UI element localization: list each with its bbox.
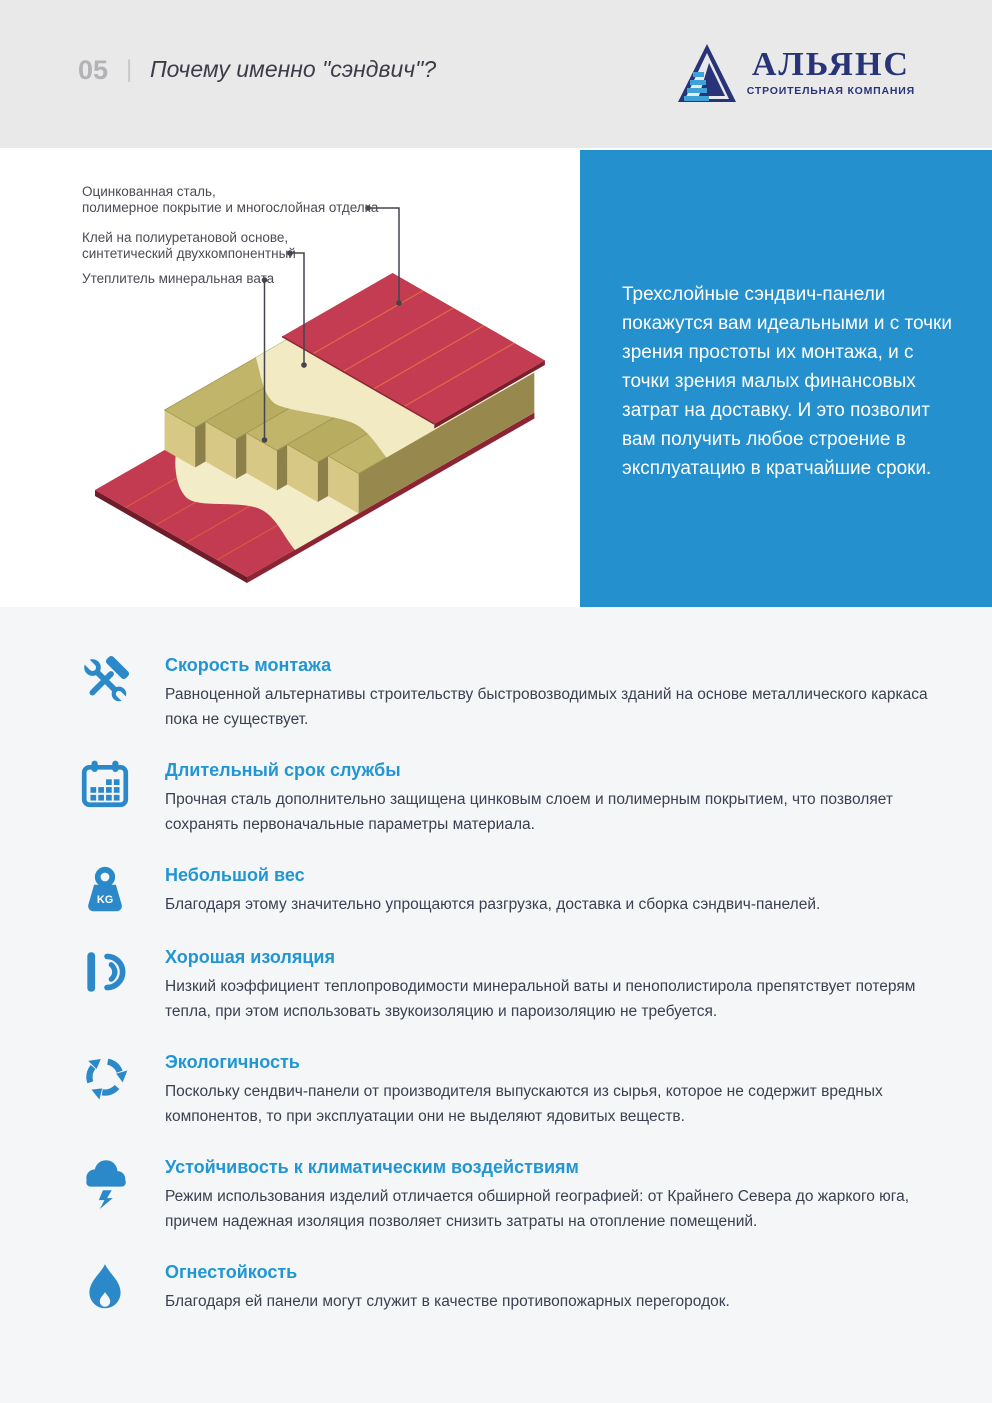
feature-lifetime [78,758,992,837]
feature-text: Прочная сталь дополнительно защищена цинковым слоем и полимерным покрытием, что позволяет сохранять первоначальные параметры материала. [165,791,893,833]
feature-body [165,1260,955,1314]
storm-icon [78,1155,134,1211]
company-logo [677,42,915,104]
svg-text:KG: KG [96,893,114,906]
feature-body [165,1155,955,1234]
feature-title: Экологичность [165,1052,300,1072]
feature-title: Скорость монтажа [165,655,332,675]
recycle-icon [78,1050,134,1106]
label-wool-layer [82,271,274,287]
features-section [0,607,992,1403]
feature-fire [78,1260,992,1316]
logo-company-name: АЛЬЯНС [751,46,910,83]
tools-icon [78,653,134,709]
logo-text-block [747,42,915,97]
feature-title: Огнестойкость [165,1262,298,1282]
feature-body [165,653,955,732]
feature-ecology [78,1050,992,1129]
label-glue-layer [82,230,296,262]
weight-icon [78,863,134,919]
label-steel-line2: полимерное покрытие и многослойная отделка [82,200,379,215]
feature-body [165,863,955,917]
feature-body [165,945,955,1024]
label-wool-line1: Утеплитель минеральная вата [82,271,275,286]
page-title: Почему именно "сэндвич"? [150,56,437,82]
feature-title: Хорошая изоляция [165,947,335,967]
feature-text: Благодаря этому значительно упрощаются разгрузка, доставка и сборка сэндвич-панелей. [165,896,821,913]
feature-title: Устойчивость к климатическим воздействиям [165,1157,579,1177]
feature-climate [78,1155,992,1234]
feature-title: Длительный срок службы [165,760,401,780]
page-header [0,0,992,148]
flame-icon [78,1260,134,1316]
sandwich-panel-illustration [85,160,565,590]
feature-speed [78,653,992,732]
label-steel-layer [82,184,378,216]
pyramid-logo-icon [677,42,737,104]
label-glue-line2: синтетический двухкомпонентный [82,246,296,261]
feature-title: Небольшой вес [165,865,305,885]
feature-body [165,758,955,837]
feature-text: Поскольку сендвич-панели от производителя выпускаются из сырья, которое не содержит вредных компонентов, то при эксплуатации они не выделяют ядовитых веществ. [165,1083,883,1125]
feature-text: Режим использования изделий отличается обширной географией: от Крайнего Севера до жаркого юга, причем надежная изоляция позволяет снизить затраты на отопление помещений. [165,1188,910,1230]
page-number: 05 [78,55,109,85]
feature-body [165,1050,955,1129]
feature-text: Низкий коэффициент теплопроводимости минеральной ваты и пенополистирола препятствует потерям тепла, при этом использовать звукоизоляцию и пароизоляцию не требуется. [165,978,916,1020]
feature-insulation [78,945,992,1024]
logo-tagline: СТРОИТЕЛЬНАЯ КОМПАНИЯ [746,85,915,97]
header-separator: | [126,56,133,83]
feature-text: Равноценной альтернативы строительству быстровозводимых зданий на основе металлического каркаса пока не существует. [165,686,928,728]
label-steel-line1: Оцинкованная сталь, [82,184,216,199]
intro-text: Трехслойные сэндвич-панели покажутся вам идеальными и с точки зрения простоты их монтажа, и с точки зрения малых финансовых затрат на доставку. И это позволит вам получить любое строение в эксплуатацию в кратчайшие сроки. [622,284,952,479]
intro-box [580,150,992,607]
feature-weight [78,863,992,919]
feature-text: Благодаря ей панели могут служит в качестве противопожарных перегородок. [165,1293,730,1310]
insulation-icon [78,945,134,1001]
calendar-icon [78,758,134,814]
label-glue-line1: Клей на полиуретановой основе, [82,230,289,245]
